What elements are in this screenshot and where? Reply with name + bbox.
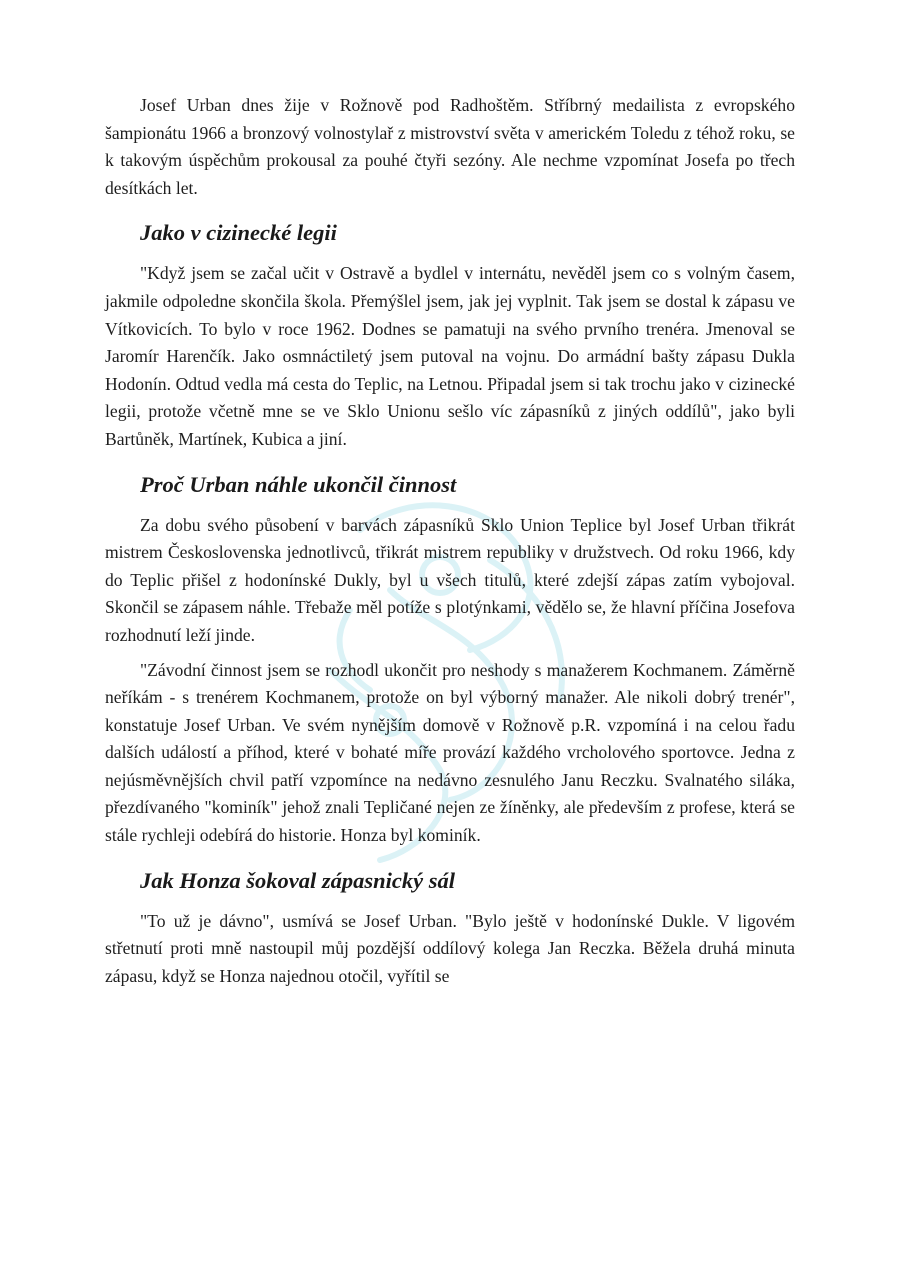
- section-heading-cizinecka-legie: Jako v cizinecké legii: [140, 220, 337, 246]
- paragraph-cizinecka-legie: "Když jsem se začal učit v Ostravě a bydlel v internátu, nevěděl jsem co s volným časem, jakmile odpoledne skončila škola. Přemýšlel jsem, jak jej vyplnit. Tak jsem se dostal k zápasu ve Vítkovicích. To bylo v roce 1962. Dodnes se pamatuji na svého prvního trenéra. Jmenoval se Jaromír Harenčík. Jako osmnáctiletý jsem putoval na vojnu. Do armádní bašty zápasu Dukla Hodonín. Odtud vedla má cesta do Teplic, na Letnou. Připadal jsem si tak trochu jako v cizinecké legii, protože včetně mne se ve Sklo Unionu sešlo víc zápasníků z jiných oddílů", jako byli Bartůněk, Martínek, Kubica a jiní.: [105, 263, 795, 449]
- article-body: [105, 92, 795, 997]
- section-heading-honza-sokoval: Jak Honza šokoval zápasnický sál: [140, 867, 456, 893]
- section-heading-ukoncil-cinnost: Proč Urban náhle ukončil činnost: [140, 471, 457, 497]
- paragraph-ukoncil-cinnost-2: "Závodní činnost jsem se rozhodl ukončit pro neshody s manažerem Kochmanem. Záměrně neříkám - s trenérem Kochmanem, protože on byl výborný manažer. Ale nikoli dobrý trenér", konstatuje Josef Urban. Ve svém nynějším domově v Rožnově p.R. vzpomíná i na celou řadu dalších událostí a příhod, které v bohaté míře provází každého vrcholového sportovce. Jedna z nejúsměvnějších chvil patří vzpomínce na nedávno zesnulého Janu Reczku. Svalnatého siláka, přezdívaného "kominík" jehož znali Tepličané nejen ze žíněnky, ale především z profese, která se stále rychleji odebírá do historie. Honza byl kominík.: [105, 659, 795, 846]
- intro-paragraph: Josef Urban dnes žije v Rožnově pod Radhoštěm. Stříbrný medailista z evropského šampionátu 1966 a bronzový volnostylař z mistrovství světa v americkém Toledu z téhož roku, se k takovým úspěchům prokousal za pouhé čtyři sezóny. Ale nechme vzpomínat Josefa po třech desítkách let.: [105, 95, 795, 198]
- paragraph-honza-sokoval: "To už je dávno", usmívá se Josef Urban. "Bylo ještě v hodonínské Dukle. V ligovém střetnutí proti mně nastoupil můj pozdější oddílový kolega Jan Reczka. Běžela druhá minuta zápasu, když se Honza najednou otočil, vyřítil se: [105, 910, 795, 986]
- paragraph-ukoncil-cinnost-1: Za dobu svého působení v barvách zápasníků Sklo Union Teplice byl Josef Urban třikrát mistrem Československa jednotlivců, třikrát mistrem republiky v družstvech. Od roku 1966, kdy do Teplic přišel z hodonínské Dukly, byl u všech titulů, které zdejší zápas zatím vybojoval. Skončil se zápasem náhle. Třebaže měl potíže s plotýnkami, vědělo se, že hlavní příčina Josefova rozhodnutí leží jinde.: [105, 514, 795, 645]
